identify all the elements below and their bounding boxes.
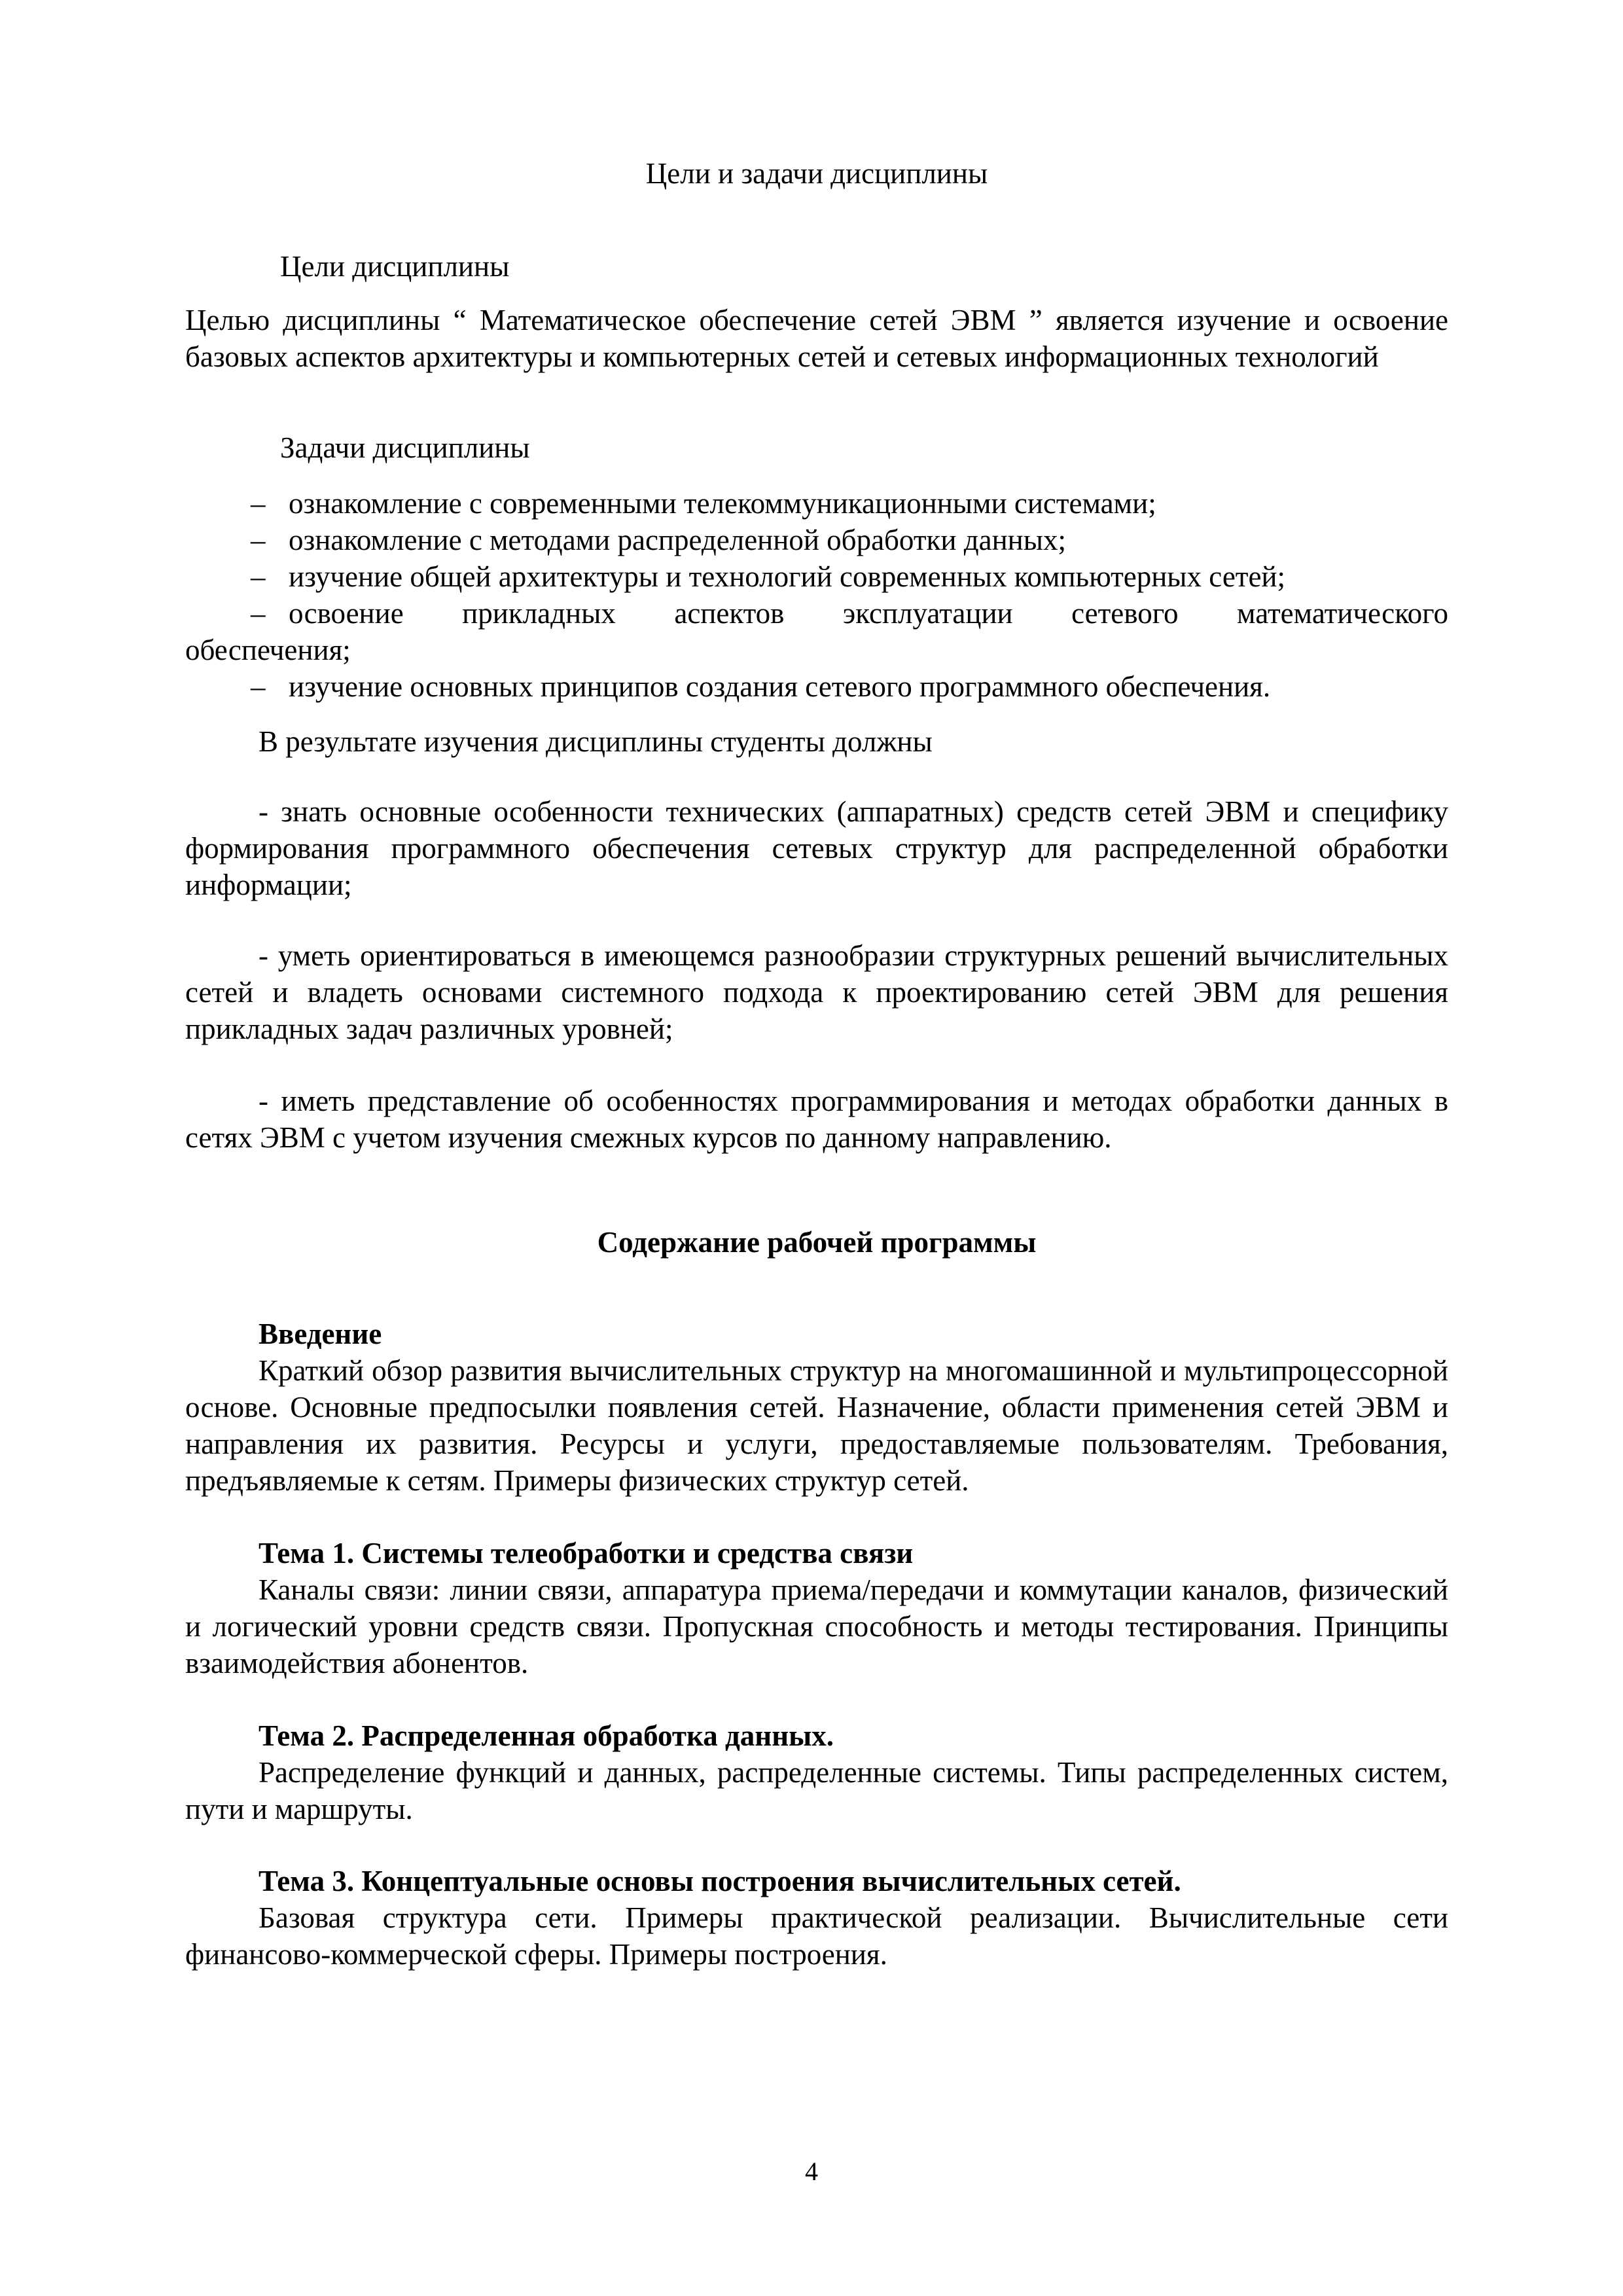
topic-1-paragraph: Каналы связи: линии связи, аппаратура приема/передачи и коммутации каналов, физический и логический уровни средств связи. Пропускная способность и методы тестирования. Принципы взаимодействия абонентов. xyxy=(185,1573,1448,1679)
topic-2-paragraph: Распределение функций и данных, распределенные системы. Типы распределенных систем, пути и маршруты. xyxy=(185,1756,1448,1825)
result-paragraph-understand: - иметь представление об особенностях программирования и методах обработки данных в сетях ЭВМ с учетом изучения смежных курсов по данному направлению. xyxy=(185,1085,1448,1154)
list-item-text: ознакомление с методами распределенной обработки данных; xyxy=(289,524,1066,556)
topic-3-heading: Тема 3. Концептуальные основы построения вычислительных сетей. xyxy=(259,1865,1181,1897)
section-title-contents: Содержание рабочей программы xyxy=(597,1226,1037,1259)
list-item-text: ознакомление с современными телекоммуникационными системами; xyxy=(289,487,1156,520)
list-item xyxy=(185,558,1448,595)
list-dash: – xyxy=(251,487,266,520)
result-paragraph-able: - уметь ориентироваться в имеющемся разнообразии структурных решений вычислительных сетей и владеть основами системного подхода к проектированию сетей ЭВМ для решения прикладных задач различных уровней; xyxy=(185,939,1448,1045)
tasks-heading: Задачи дисциплины xyxy=(280,431,530,464)
list-dash: – xyxy=(251,670,266,703)
list-dash: – xyxy=(251,524,266,556)
page-number: 4 xyxy=(805,2157,818,2186)
intro-heading: Введение xyxy=(259,1318,382,1350)
list-item-text: изучение общей архитектуры и технологий современных компьютерных сетей; xyxy=(289,560,1286,593)
list-item-text: изучение основных принципов создания сетевого программного обеспечения. xyxy=(289,670,1271,703)
result-paragraph-know: - знать основные особенности технических (аппаратных) средств сетей ЭВМ и специфику формирования программного обеспечения сетевых структур для распределенной обработки информации; xyxy=(185,795,1448,901)
intro-paragraph: Краткий обзор развития вычислительных структур на многомашинной и мультипроцессорной основе. Основные предпосылки появления сетей. Назначение, области применения сетей ЭВМ и направления их развития. Ресурсы и услуги, предоставляемые пользователям. Требования, предъявляемые к сетям. Примеры физических структур сетей. xyxy=(185,1354,1448,1497)
goals-heading: Цели дисциплины xyxy=(280,250,510,283)
list-item-continuation: обеспечения; xyxy=(185,634,351,666)
list-item xyxy=(185,522,1448,558)
topic-1-heading: Тема 1. Системы телеобработки и средства связи xyxy=(259,1537,914,1570)
goals-paragraph: Целью дисциплины “ Математическое обеспечение сетей ЭВМ ” является изучение и освоение базовых аспектов архитектуры и компьютерных сетей и сетевых информационных технологий xyxy=(185,304,1448,373)
results-heading: В результате изучения дисциплины студенты должны xyxy=(259,725,933,758)
list-dash: – xyxy=(251,597,266,630)
list-dash: – xyxy=(251,560,266,593)
section-title-goals-and-tasks: Цели и задачи дисциплины xyxy=(645,157,988,190)
list-item-text: освоение прикладных аспектов эксплуатации сетевого математического xyxy=(289,597,1448,630)
list-item xyxy=(185,668,1448,705)
list-item xyxy=(185,485,1448,522)
tasks-list xyxy=(185,485,1448,705)
list-item xyxy=(185,595,1448,668)
topic-3-paragraph: Базовая структура сети. Примеры практической реализации. Вычислительные сети финансово-коммерческой сферы. Примеры построения. xyxy=(185,1901,1448,1971)
topic-2-heading: Тема 2. Распределенная обработка данных. xyxy=(259,1719,834,1752)
